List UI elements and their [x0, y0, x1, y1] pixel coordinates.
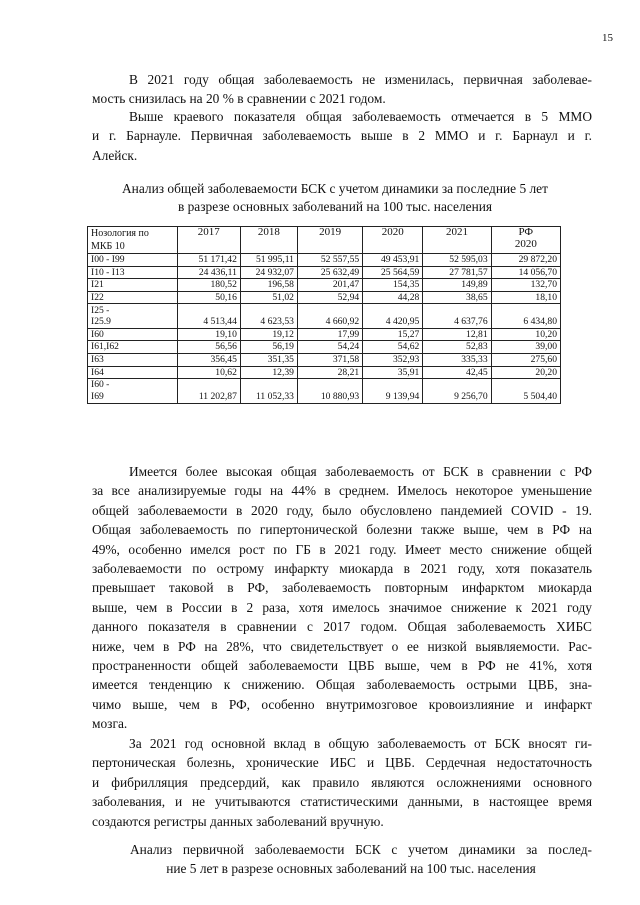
cell-rf-2020: 29 872,20	[491, 254, 560, 267]
cell-2019: 201,47	[297, 279, 362, 292]
cell-2018: 51,02	[240, 291, 297, 304]
text-line: превышает таковой в РФ, заболеваемость повторным инфарктом миокарда	[92, 580, 592, 596]
cell-2020: 154,35	[363, 279, 423, 292]
row-code: I22	[88, 291, 178, 304]
text-line: заболевания, и не учитываются статистическими данными, в настоящее время	[92, 794, 592, 810]
cell-2021: 4 637,76	[423, 304, 491, 328]
cell-2017: 19,10	[177, 328, 240, 341]
row-code-line: I25 -	[91, 304, 110, 316]
cell-2019: 54,24	[297, 341, 362, 354]
cell-2020: 44,28	[363, 291, 423, 304]
table-row	[88, 291, 561, 304]
caption-line: в разрезе основных заболеваний на 100 тыс. населения	[177, 199, 493, 214]
cell-2020: 4 420,95	[363, 304, 423, 328]
row-code-line: I69	[91, 390, 104, 402]
cell-2019: 17,99	[297, 328, 362, 341]
paragraph-1	[92, 70, 592, 109]
row-code: I00 - I99	[88, 254, 178, 267]
caption-line: Анализ общей заболеваемости БСК с учетом динамики за последние 5 лет	[122, 181, 548, 196]
cell-2019: 4 660,92	[297, 304, 362, 328]
table-row	[88, 353, 561, 366]
header-nosology	[88, 227, 178, 254]
cell-2021: 52 595,03	[423, 254, 491, 267]
text-line: Алейск.	[92, 147, 138, 163]
row-code: I10 - I13	[88, 266, 178, 279]
text-line: данного показателя в сравнении с 2017 годом. Общая заболеваемость ХИБС	[92, 619, 592, 635]
row-code: I61,I62	[88, 341, 178, 354]
text-line: мость снизилась на 20 % в сравнении с 2021 годом.	[92, 91, 386, 107]
cell-rf-2020: 14 056,70	[491, 266, 560, 279]
cell-2020: 352,93	[363, 353, 423, 366]
cell-2021: 335,33	[423, 353, 491, 366]
cell-2020: 25 564,59	[363, 266, 423, 279]
header-rf-line: РФ	[518, 226, 534, 238]
cell-2021: 9 256,70	[423, 379, 491, 403]
table-header-row	[88, 227, 561, 254]
text-line: 49%, особенно имелся рост по ГБ в 2021 году. Имеет место снижение общей	[92, 541, 592, 557]
cell-2018: 56,19	[240, 341, 297, 354]
cell-2019: 10 880,93	[297, 379, 362, 403]
cell-2020: 49 453,91	[363, 254, 423, 267]
text-line: общей заболеваемости в 2020 году, было обусловлено пандемией COVID - 19.	[92, 502, 592, 518]
table-row	[88, 366, 561, 379]
cell-2017: 11 202,87	[177, 379, 240, 403]
header-nosology-line: Нозология по	[91, 228, 149, 239]
paragraph-2	[92, 107, 592, 165]
cell-2018: 12,39	[240, 366, 297, 379]
row-code: I21	[88, 279, 178, 292]
cell-2020: 54,62	[363, 341, 423, 354]
cell-rf-2020: 6 434,80	[491, 304, 560, 328]
row-code: I60	[88, 328, 178, 341]
table-row	[88, 379, 561, 403]
text-line: пространенности общей заболеваемости ЦВБ выше, чем в РФ не 41%, хотя	[92, 658, 592, 674]
row-code-line: I25.9	[91, 316, 111, 328]
cell-2018: 11 052,33	[240, 379, 297, 403]
cell-rf-2020: 132,70	[491, 279, 560, 292]
text-line: имеется тенденцию к снижению. Общая заболеваемость острыми ЦВБ, зна-	[92, 677, 592, 693]
table-row	[88, 266, 561, 279]
cell-rf-2020: 18,10	[491, 291, 560, 304]
cell-2018: 4 623,53	[240, 304, 297, 328]
cell-2021: 38,65	[423, 291, 491, 304]
cell-2019: 52 557,55	[297, 254, 362, 267]
cell-2018: 351,35	[240, 353, 297, 366]
text-line: и фибрилляция предсердий, как правило являются осложнениями основного	[92, 774, 592, 790]
text-line: ниже, чем в РФ на 28%, что свидетельствует о ее низкой выявляемости. Рас-	[92, 638, 592, 654]
cell-2018: 196,58	[240, 279, 297, 292]
table-row	[88, 341, 561, 354]
cell-2017: 356,45	[177, 353, 240, 366]
table-caption	[85, 180, 585, 216]
cell-2021: 42,45	[423, 366, 491, 379]
header-2020: 2020	[363, 227, 423, 254]
header-rf-line: 2020	[514, 237, 537, 250]
cell-2018: 19,12	[240, 328, 297, 341]
cell-2017: 51 171,42	[177, 254, 240, 267]
header-2021: 2021	[423, 227, 491, 254]
table-row	[88, 279, 561, 292]
text-line: выше, чем в России в 2 раза, хотя имелось значимое снижение к 2021 году	[92, 599, 592, 615]
text-line: Выше краевого показателя общая заболеваемость отмечается в 5 ММО	[129, 109, 592, 124]
text-line: Общая заболеваемость по гипертонической болезни также выше, чем в РФ на	[92, 522, 592, 538]
header-rf-2020	[491, 227, 560, 254]
cell-2017: 4 513,44	[177, 304, 240, 328]
cell-2021: 149,89	[423, 279, 491, 292]
cell-2017: 180,52	[177, 279, 240, 292]
cell-2019: 25 632,49	[297, 266, 362, 279]
cell-rf-2020: 275,60	[491, 353, 560, 366]
text-line: и г. Барнауле. Первичная заболеваемость выше в 2 ММО и г. Барнаул и г.	[92, 128, 592, 144]
table-row	[88, 328, 561, 341]
page-number: 15	[602, 32, 613, 44]
text-line: Имеется более высокая общая заболеваемость от БСК в сравнении с РФ	[129, 464, 592, 479]
cell-2020: 9 139,94	[363, 379, 423, 403]
row-code	[88, 304, 178, 328]
text-line: мозга.	[92, 716, 128, 732]
cell-2021: 52,83	[423, 341, 491, 354]
row-code: I63	[88, 353, 178, 366]
text-line: заболеваемости по острому инфаркту миокарда в 2021 году, хотя показатель	[92, 561, 592, 577]
table-row	[88, 254, 561, 267]
cell-2019: 52,94	[297, 291, 362, 304]
caption-line: ние 5 лет в разрезе основных заболеваний на 100 тыс. населения	[166, 861, 536, 877]
table-row	[88, 304, 561, 328]
cell-rf-2020: 5 504,40	[491, 379, 560, 403]
cell-2020: 35,91	[363, 366, 423, 379]
header-2017: 2017	[177, 227, 240, 254]
cell-2018: 51 995,11	[240, 254, 297, 267]
text-line: за все анализируемые годы на 44% в среднем. Имелось некоторое уменьшение	[92, 483, 592, 499]
cell-2019: 371,58	[297, 353, 362, 366]
header-2019: 2019	[297, 227, 362, 254]
cell-2017: 56,56	[177, 341, 240, 354]
header-nosology-line: МКБ 10	[91, 241, 125, 252]
cell-2019: 28,21	[297, 366, 362, 379]
paragraph-3	[92, 462, 592, 734]
caption-line: Анализ первичной заболеваемости БСК с учетом динамики за послед-	[130, 842, 592, 857]
text-line: В 2021 году общая заболеваемость не изменилась, первичная заболевае-	[129, 72, 592, 87]
cell-rf-2020: 10,20	[491, 328, 560, 341]
paragraph-4	[92, 734, 592, 831]
cell-2017: 50,16	[177, 291, 240, 304]
text-line: пертоническая болезнь, хронические ИБС и ЦВБ. Сердечная недостаточность	[92, 755, 592, 771]
cell-rf-2020: 39,00	[491, 341, 560, 354]
text-line: За 2021 год основной вклад в общую заболеваемость от БСК вносят ги-	[129, 736, 592, 751]
cell-2021: 27 781,57	[423, 266, 491, 279]
row-code: I64	[88, 366, 178, 379]
cell-2017: 10,62	[177, 366, 240, 379]
text-line: чимо выше, чем в РФ, особенно внутримозговое кровоизлияние и инфаркт	[92, 696, 592, 712]
row-code-line: I60 -	[91, 379, 110, 391]
header-2018: 2018	[240, 227, 297, 254]
morbidity-table	[87, 226, 561, 404]
cell-2021: 12,81	[423, 328, 491, 341]
cell-rf-2020: 20,20	[491, 366, 560, 379]
cell-2020: 15,27	[363, 328, 423, 341]
row-code	[88, 379, 178, 403]
cell-2018: 24 932,07	[240, 266, 297, 279]
cell-2017: 24 436,11	[177, 266, 240, 279]
text-line: создаются регистры данных заболеваний вручную.	[92, 813, 384, 829]
table-caption-2	[130, 840, 592, 879]
